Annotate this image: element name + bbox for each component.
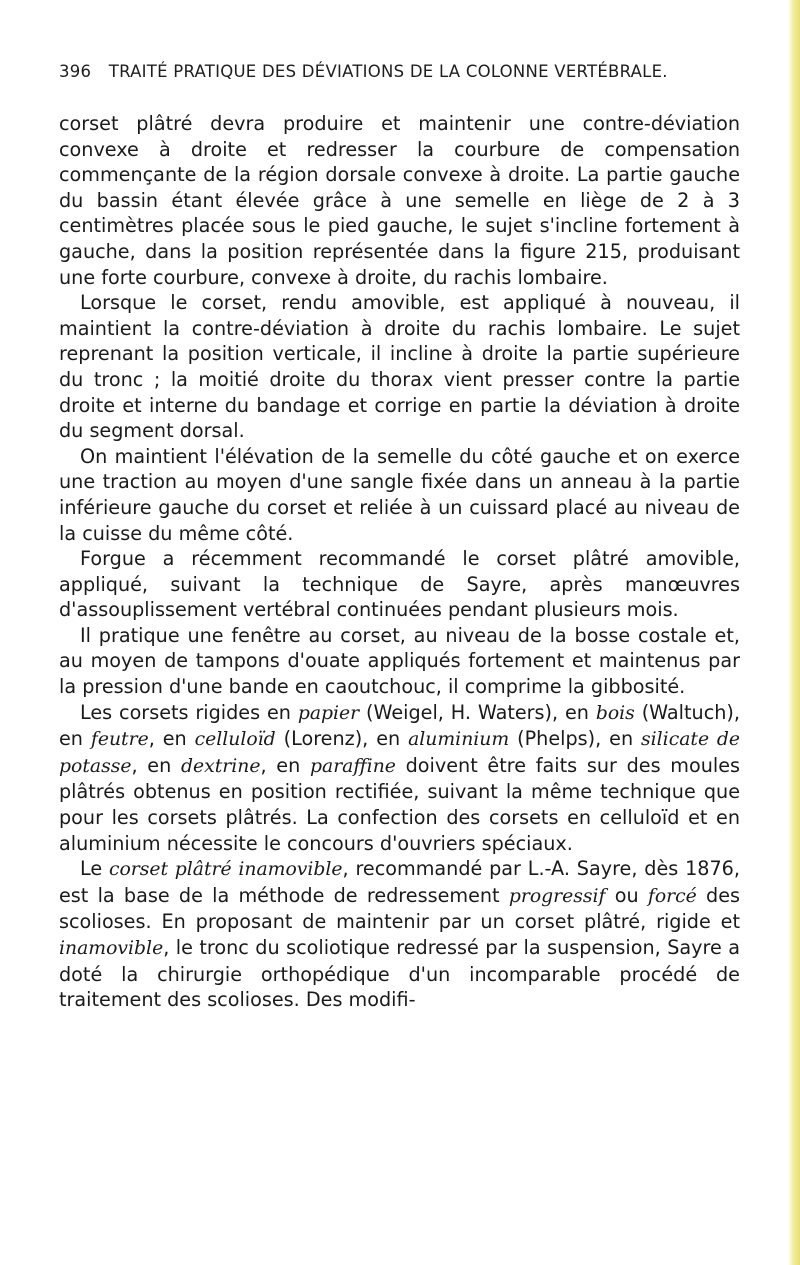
italic-term: inamovible [59, 938, 164, 959]
page-edge-discoloration [788, 0, 800, 1265]
text-run: (Weigel, H. Waters), en [359, 700, 596, 724]
italic-term: forcé [647, 885, 697, 907]
paragraph-5: Il pratique une fenêtre au corset, au niveau de la bosse costale et, au moyen de tampons d'ouate appliqués fortement et maintenus par la pression d'une bande en caoutchouc, il comprime la gibbosité. [59, 623, 740, 699]
italic-term: corset plâtré inamovible [108, 859, 343, 881]
text-run: Le [80, 857, 109, 881]
text-run: , le tronc du scoliotique redressé par la suspension, Sayre a doté la chirurgie orthopédique d'un incomparable procédé de traitement des scolioses. Des modifi- [59, 936, 740, 1012]
body-text [59, 111, 740, 1013]
text-run: , en [260, 753, 310, 777]
text-run: (Phelps), en [509, 727, 642, 751]
paragraph-3: On maintient l'élévation de la semelle du côté gauche et on exerce une traction au moyen d'une sangle fixée dans un anneau à la partie inférieure gauche du corset et reliée à un cuissard placé au niveau de la cuisse du même côté. [59, 444, 740, 545]
running-title: TRAITÉ PRATIQUE DES DÉVIATIONS DE LA COLONNE VERTÉBRALE. [108, 62, 668, 81]
text-run: des scolioses. En proposant de maintenir par un corset plâtré, rigide et [59, 883, 740, 934]
running-header [59, 62, 739, 81]
italic-term: paraffine [309, 755, 396, 777]
paragraph-1: corset plâtré devra produire et maintenir une contre-déviation convexe à droite et redresser la courbure de compensation commençante de la région dorsale convexe à droite. La partie gauche du bassin étant élevée grâce à une semelle en liège de 2 à 3 centimètres placée sous le pied gauche, le sujet s'incline fortement à gauche, dans la position représentée dans la figure 215, produisant une forte courbure, convexe à droite, du rachis lombaire. [59, 112, 740, 289]
paragraph-6 [59, 700, 740, 857]
text-run: , recommandé par L.-A. Sayre, dès 1876, est la base de la méthode de redressement [59, 857, 740, 907]
italic-term: papier [297, 702, 360, 724]
text-run: (Lorenz), en [275, 727, 409, 751]
italic-term: dextrine [180, 755, 261, 777]
text-run: ou [605, 883, 648, 907]
paragraph-7 [59, 856, 740, 1013]
italic-term: bois [595, 702, 635, 724]
text-run: doivent être faits sur des moules plâtrés obtenus en position rectifiée, suivant la même technique que pour les corsets plâtrés. La confection des corsets en celluloïd et en aluminium nécessite le concours d'ouvriers spéciaux. [59, 753, 741, 855]
italic-term: progressif [508, 885, 606, 907]
text-run: (Waltuch), en [59, 700, 740, 751]
italic-term: aluminium [408, 729, 510, 751]
paragraph-2: Lorsque le corset, rendu amovible, est appliqué à nouveau, il maintient la contre-déviation à droite du rachis lombaire. Le sujet reprenant la position verticale, il incline à droite la partie supérieure du tronc ; la moitié droite du thorax vient presser contre la partie droite et interne du bandage et corrige en partie la déviation à droite du segment dorsal. [59, 291, 740, 443]
italic-term: feutre [90, 729, 149, 751]
italic-term: silicate de potasse [59, 729, 740, 777]
italic-term: celluloïd [194, 729, 276, 751]
text-run: , en [131, 753, 181, 777]
paragraph-4: Forgue a récemment recommandé le corset plâtré amovible, appliqué, suivant la technique de Sayre, après manœuvres d'assouplissement vertébral continuées pendant plusieurs mois. [59, 547, 740, 622]
text-run: , en [148, 727, 195, 751]
page-number: 396 [59, 62, 92, 81]
text-run: Les corsets rigides en [80, 700, 298, 724]
